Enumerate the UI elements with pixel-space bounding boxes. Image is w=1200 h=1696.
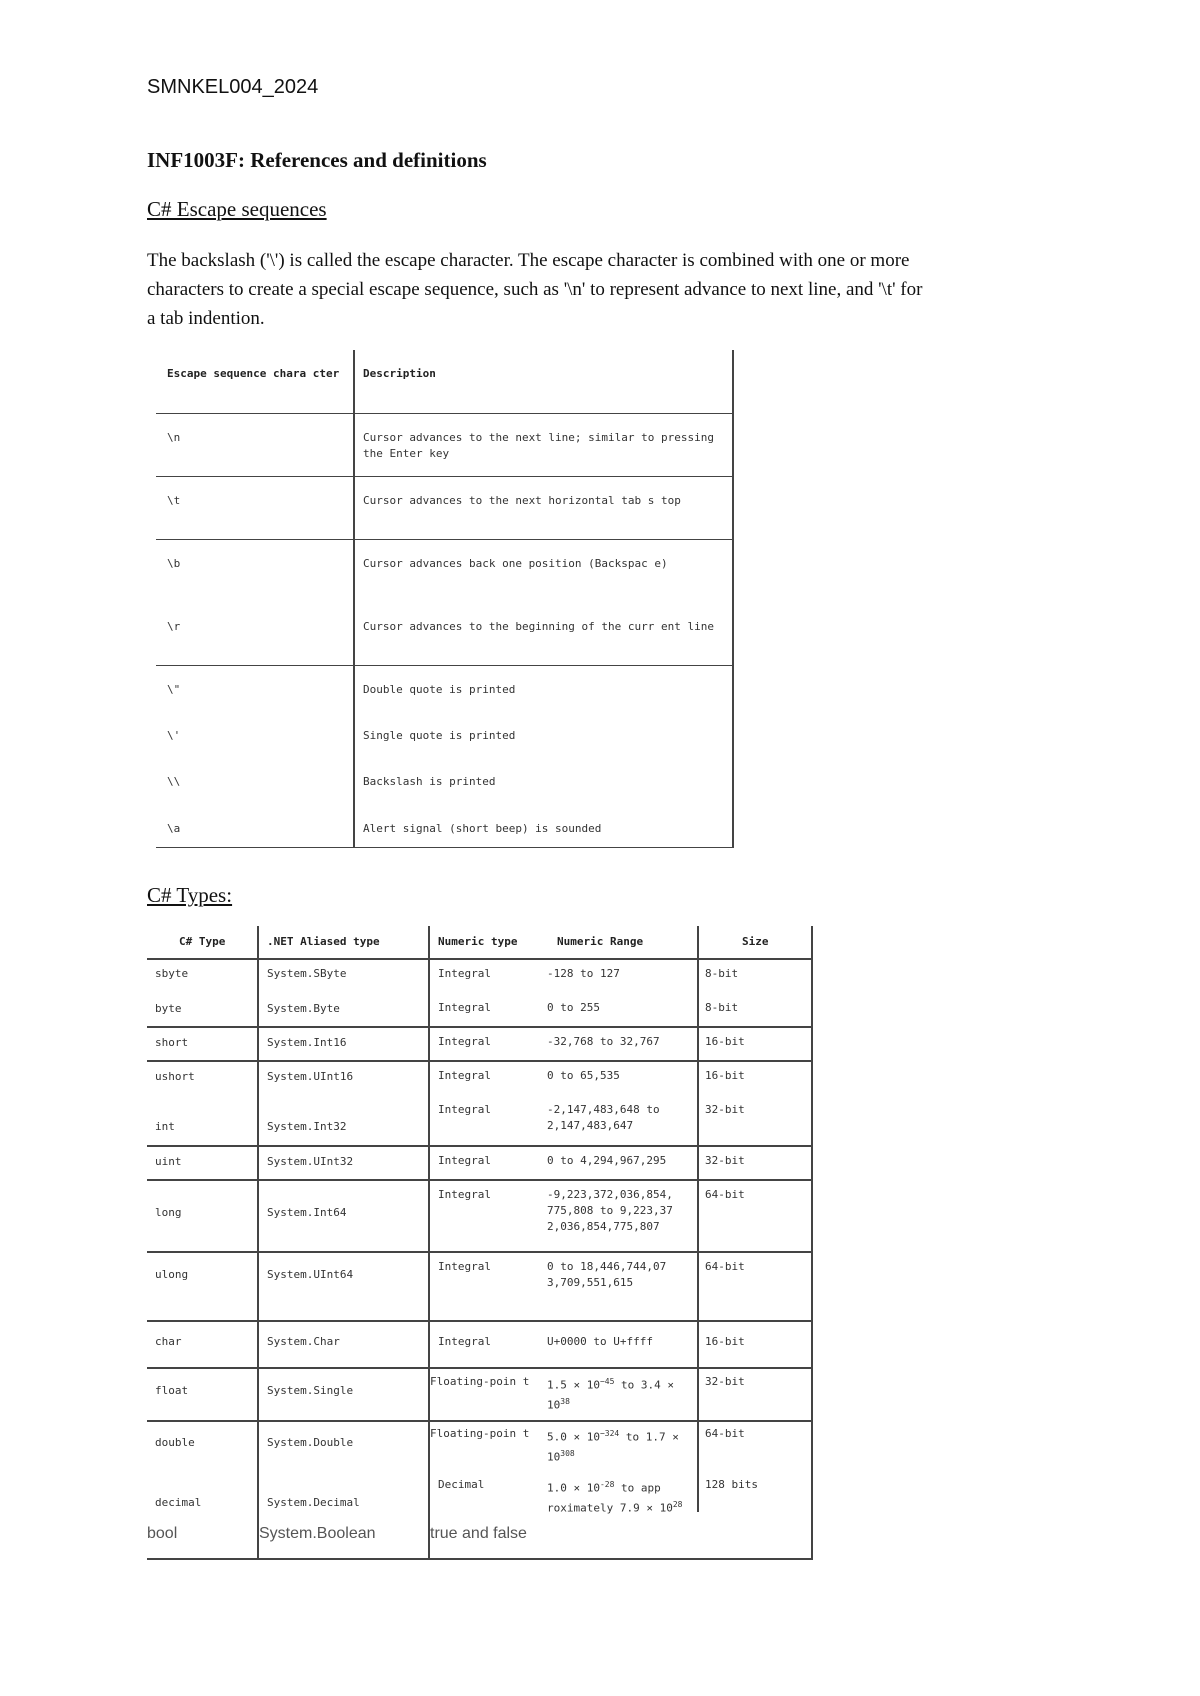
row-divider	[147, 1558, 813, 1560]
table-row	[156, 805, 733, 848]
net-type-cell: System.SByte	[267, 967, 347, 980]
description-cell: Alert signal (short beep) is sounded	[363, 822, 602, 835]
row-divider	[147, 1320, 813, 1322]
table-row	[156, 758, 733, 805]
description-cell: Cursor advances to the beginning of the curr ent line	[363, 620, 714, 633]
type-cell: char	[155, 1335, 182, 1348]
size-cell: 64-bit	[705, 1260, 745, 1273]
header-cell: .NET Aliased type	[267, 935, 380, 948]
table-row	[156, 603, 733, 666]
range-cell: -32,768 to 32,767	[547, 1035, 660, 1048]
document-header-id: SMNKEL004_2024	[147, 76, 319, 98]
type-cell: decimal	[155, 1496, 202, 1509]
range-cell: U+0000 to U+ffff	[547, 1335, 653, 1348]
type-cell: int	[155, 1120, 175, 1133]
range-base: 1.5 × 10	[547, 1378, 600, 1392]
table-row	[156, 477, 733, 540]
table-divider	[428, 926, 430, 1560]
numeric-type-cell: Integral	[438, 1188, 491, 1201]
table-row	[156, 414, 733, 477]
net-type-cell: System.UInt64	[267, 1268, 354, 1281]
numeric-type-cell: true and false	[430, 1525, 527, 1542]
range-base: 1.0 × 10	[547, 1481, 600, 1495]
description-cell: Backslash is printed	[363, 775, 496, 788]
sequence-cell: \"	[167, 683, 181, 696]
range-mid: to 1.7 × 10	[547, 1430, 679, 1464]
size-cell: 8-bit	[705, 1001, 739, 1014]
header-cell: Size	[742, 935, 769, 948]
type-cell: ulong	[155, 1268, 189, 1281]
description-cell: Double quote is printed	[363, 683, 516, 696]
table-header-row	[156, 350, 733, 414]
type-cell: sbyte	[155, 967, 189, 980]
range-exponent: 308	[560, 1448, 575, 1458]
range-cell	[547, 1374, 692, 1413]
type-cell: bool	[147, 1525, 178, 1542]
header-cell: Numeric type	[438, 935, 518, 948]
net-type-cell: System.Int32	[267, 1120, 347, 1133]
size-cell: 8-bit	[705, 967, 739, 980]
row-divider	[147, 1367, 813, 1369]
range-exponent: −324	[599, 1429, 620, 1438]
types-heading: C# Types:	[147, 883, 233, 907]
intro-line: The backslash ('\') is called the escape character. The escape character is combined with one or more	[147, 250, 910, 271]
sequence-cell: \n	[167, 431, 181, 444]
net-type-cell: System.Boolean	[259, 1525, 376, 1542]
description-cell: Single quote is printed	[363, 729, 516, 742]
net-type-cell: System.Double	[267, 1436, 354, 1449]
range-cell: 0 to 255	[547, 1001, 600, 1014]
type-cell: short	[155, 1036, 189, 1049]
numeric-type-cell: Floating-poin t	[430, 1375, 530, 1388]
range-cell: -9,223,372,036,854, 775,808 to 9,223,37 2,036,854,775,807	[547, 1188, 673, 1233]
size-cell: 64-bit	[705, 1427, 745, 1440]
sequence-cell: \t	[167, 494, 181, 507]
net-type-cell: System.UInt32	[267, 1155, 354, 1168]
table-divider	[257, 926, 259, 1560]
range-exponent: -28	[599, 1480, 615, 1489]
range-exponent: −45	[599, 1377, 615, 1386]
intro-line: a tab indention.	[147, 308, 265, 329]
header-cell: Numeric Range	[557, 935, 644, 948]
range-cell	[547, 1477, 692, 1516]
size-cell: 128 bits	[705, 1478, 758, 1491]
numeric-type-cell: Integral	[438, 967, 491, 980]
description-cell: Cursor advances to the next horizontal tab s top	[363, 494, 681, 507]
header-cell: C# Type	[179, 935, 226, 948]
type-cell: ushort	[155, 1070, 195, 1083]
range-mid: to app roximately 7.9 × 10	[547, 1481, 673, 1515]
net-type-cell: System.Single	[267, 1384, 354, 1397]
sequence-cell: \r	[167, 620, 181, 633]
intro-line: characters to create a special escape sequence, such as '\n' to represent advance to next line, and '\t' for	[147, 279, 923, 300]
range-cell: 0 to 18,446,744,07 3,709,551,615	[547, 1260, 667, 1289]
table-row	[156, 540, 733, 603]
document-title: INF1003F: References and definitions	[147, 148, 487, 172]
range-mid: to 3.4 × 10	[547, 1378, 675, 1412]
sequence-cell: \b	[167, 557, 181, 570]
size-cell: 64-bit	[705, 1188, 745, 1201]
type-cell: long	[155, 1206, 182, 1219]
type-cell: byte	[155, 1002, 182, 1015]
size-cell: 32-bit	[705, 1375, 745, 1388]
escape-sequence-table	[156, 350, 733, 848]
sequence-cell: \\	[167, 775, 181, 788]
net-type-cell: System.Char	[267, 1335, 340, 1348]
row-divider	[147, 1251, 813, 1253]
numeric-type-cell: Integral	[438, 1035, 491, 1048]
row-divider	[147, 1179, 813, 1181]
net-type-cell: System.UInt16	[267, 1070, 354, 1083]
type-cell: uint	[155, 1155, 182, 1168]
numeric-type-cell: Integral	[438, 1154, 491, 1167]
numeric-type-cell: Integral	[438, 1069, 491, 1082]
range-cell: 0 to 65,535	[547, 1069, 620, 1082]
escape-sequences-heading: C# Escape sequences	[147, 197, 327, 221]
header-cell-sequence: Escape sequence chara cter	[167, 367, 340, 380]
type-cell: float	[155, 1384, 189, 1397]
range-cell: -2,147,483,648 to 2,147,483,647	[547, 1103, 660, 1132]
net-type-cell: System.Byte	[267, 1002, 340, 1015]
numeric-type-cell: Integral	[438, 1260, 491, 1273]
description-cell: Cursor advances to the next line; similar to pressing the Enter key	[363, 431, 714, 460]
row-divider	[147, 1060, 813, 1062]
numeric-type-cell: Floating-poin t	[430, 1427, 530, 1440]
range-cell: 0 to 4,294,967,295	[547, 1154, 667, 1167]
sequence-cell: \'	[167, 729, 181, 742]
table-row	[156, 666, 733, 713]
row-divider	[147, 958, 813, 960]
size-cell: 32-bit	[705, 1154, 745, 1167]
sequence-cell: \a	[167, 822, 181, 835]
net-type-cell: System.Decimal	[267, 1496, 360, 1509]
type-cell: double	[155, 1436, 195, 1449]
table-border	[811, 926, 813, 1560]
size-cell: 16-bit	[705, 1335, 745, 1348]
escape-intro-paragraph	[147, 246, 1077, 333]
row-divider	[147, 1026, 813, 1028]
size-cell: 16-bit	[705, 1035, 745, 1048]
size-cell: 16-bit	[705, 1069, 745, 1082]
range-base: 5.0 × 10	[547, 1430, 600, 1444]
numeric-type-cell: Integral	[438, 1103, 491, 1116]
net-type-cell: System.Int16	[267, 1036, 347, 1049]
size-cell: 32-bit	[705, 1103, 745, 1116]
row-divider	[147, 1145, 813, 1147]
header-cell-description: Description	[363, 367, 436, 380]
range-exponent: 28	[672, 1499, 683, 1509]
range-exponent: 38	[560, 1396, 570, 1406]
row-divider	[147, 1420, 813, 1422]
numeric-type-cell: Integral	[438, 1335, 491, 1348]
range-cell	[547, 1426, 692, 1465]
table-row	[156, 712, 733, 759]
numeric-type-cell: Decimal	[438, 1478, 485, 1491]
net-type-cell: System.Int64	[267, 1206, 347, 1219]
description-cell: Cursor advances back one position (Backspac e)	[363, 557, 668, 570]
csharp-types-table	[147, 926, 813, 1560]
table-divider	[697, 926, 699, 1512]
numeric-type-cell: Integral	[438, 1001, 491, 1014]
range-cell: -128 to 127	[547, 967, 620, 980]
